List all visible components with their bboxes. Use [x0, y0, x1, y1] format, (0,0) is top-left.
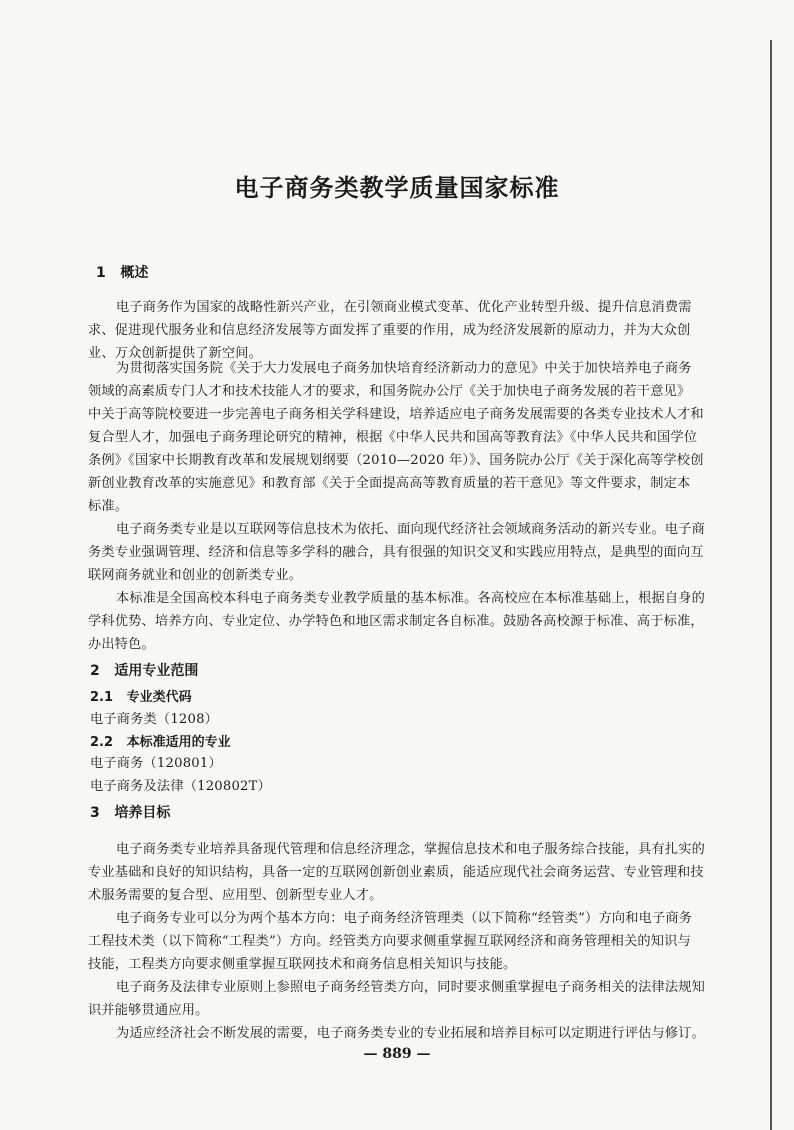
paragraph-line: 识并能够贯通应用。 — [88, 1003, 209, 1018]
paragraph-line: 联网商务就业和创业的创新类专业。 — [88, 568, 303, 583]
section-3-heading — [90, 802, 170, 822]
page-title: 电子商务类教学质量国家标准 — [234, 174, 560, 202]
paragraph-line: 电子商务（120801） — [90, 756, 222, 771]
paragraph-line: 术服务需要的复合型、应用型、创新型专业人才。 — [88, 888, 383, 903]
paragraph-line: 电子商务专业可以分为两个基本方向：电子商务经济管理类（以下简称“经管类”）方向和电子商务 — [116, 911, 693, 926]
paragraph-line: 电子商务作为国家的战略性新兴产业，在引领商业模式变革、优化产业转型升级、提升信息消费需 — [116, 300, 692, 315]
section-label: 概述 — [120, 265, 149, 281]
paragraph-line: 工程技术类（以下简称“工程类”）方向。经管类方向要求侧重掌握互联网经济和商务管理相关的知识与 — [88, 934, 691, 949]
section-2-heading — [90, 660, 198, 680]
paragraph-line: 电子商务及法律专业原则上参照电子商务经管类方向，同时要求侧重掌握电子商务相关的法律法规知 — [116, 980, 706, 995]
paragraph-line: 电子商务类（1208） — [90, 712, 219, 727]
paragraph-line: 求、促进现代服务业和信息经济发展等方面发挥了重要的作用，成为经济发展新的原动力，并为大众创 — [88, 323, 691, 338]
paragraph-line: 电子商务类专业是以互联网等信息技术为依托、面向现代经济社会领域商务活动的新兴专业。电子商 — [116, 522, 706, 537]
paragraph-line: 办出特色。 — [88, 637, 155, 652]
paragraph-line: 为贯彻落实国务院《关于大力发展电子商务加快培育经济新动力的意见》中关于加快培养电子商务 — [116, 361, 692, 376]
paragraph-line: 电子商务及法律（120802T） — [90, 779, 272, 794]
subsection-label: 本标准适用的专业 — [126, 735, 231, 750]
paragraph-line: 条例》《国家中长期教育改革和发展规划纲要（2010—2020 年）》、国务院办公厅《关于深化高等学校创 — [88, 453, 704, 468]
section-number: 2 — [90, 663, 100, 679]
scan-edge-line — [770, 40, 772, 1130]
paragraph-line: 业、万众创新提供了新空间。 — [88, 346, 263, 361]
paragraph-line: 新创业教育改革的实施意见》和教育部《关于全面提高高等教育质量的若干意见》等文件要求，制定本 — [88, 476, 691, 491]
paragraph-line: 专业基础和良好的知识结构，具备一定的互联网创新创业素质，能适应现代社会商务运营、专业管理和技 — [88, 865, 704, 880]
paragraph-line: 复合型人才，加强电子商务理论研究的精神，根据《中华人民共和国高等教育法》《中华人民共和国学位 — [88, 430, 698, 445]
paragraph-line: 学科优势、培养方向、专业定位、办学特色和地区需求制定各自标准。鼓励各高校源于标准、高于标准， — [88, 614, 704, 629]
section-label: 适用专业范围 — [114, 663, 199, 679]
section-1-heading — [96, 262, 148, 282]
section-label: 培养目标 — [114, 805, 171, 821]
paragraph-line: 领域的高素质专门人才和技术技能人才的要求，和国务院办公厅《关于加快电子商务发展的若干意见》 — [88, 384, 691, 399]
page-number: — 889 — — [363, 1046, 431, 1062]
paragraph-line: 标准。 — [88, 499, 129, 514]
subsection-label: 专业类代码 — [126, 690, 192, 705]
subsection-number: 2.1 — [90, 690, 114, 705]
paragraph-line: 本标准是全国高校本科电子商务类专业教学质量的基本标准。各高校应在本标准基础上，根据自身的 — [116, 591, 706, 606]
section-number: 3 — [90, 805, 100, 821]
paragraph-line: 技能，工程类方向要求侧重掌握互联网技术和商务信息相关知识与技能。 — [88, 957, 517, 972]
subsection-2-1-heading — [90, 686, 192, 705]
paragraph-line: 电子商务类专业培养具备现代管理和信息经济理念，掌握信息技术和电子服务综合技能，具有扎实的 — [116, 842, 706, 857]
subsection-number: 2.2 — [90, 735, 114, 750]
paragraph-line: 务类专业强调管理、经济和信息等多学科的融合，具有很强的知识交叉和实践应用特点，是典型的面向互 — [88, 545, 704, 560]
subsection-2-2-heading — [90, 731, 231, 750]
paragraph-line: 为适应经济社会不断发展的需要，电子商务类专业的专业拓展和培养目标可以定期进行评估与修订。 — [116, 1026, 706, 1041]
section-number: 1 — [96, 265, 106, 281]
paragraph-line: 中关于高等院校要进一步完善电子商务相关学科建设，培养适应电子商务发展需要的各类专业技术人才和 — [88, 407, 704, 422]
